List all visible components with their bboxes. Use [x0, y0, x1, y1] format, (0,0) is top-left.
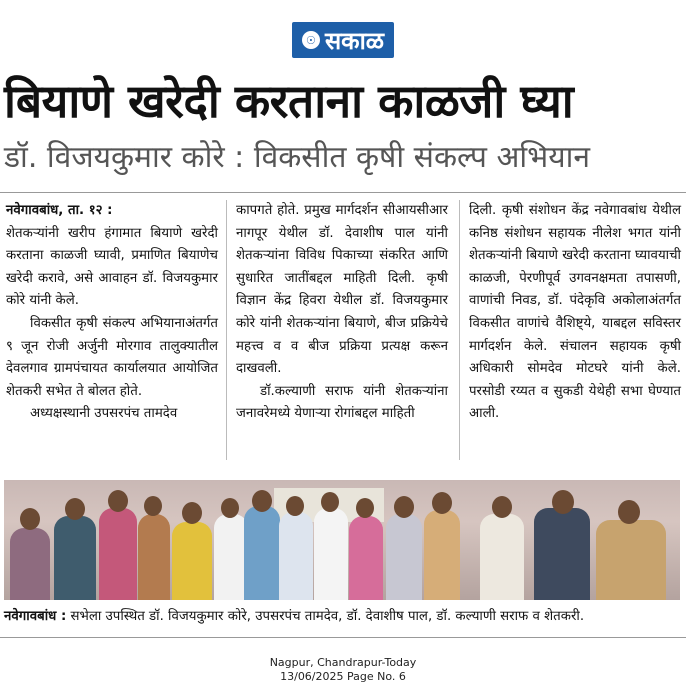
column-divider — [459, 200, 460, 460]
paragraph: कापगते होते. प्रमुख मार्गदर्शन सीआयसीआर नागपूर येथील डॉ. देवाशीष पाल यांनी शेतकऱ्यांना विविध पिकाच्या संकरित आणि सुधारित जातींबद्दल माहिती दिली. कृषी विज्ञान केंद्र हिवरा येथील डॉ. विजयकुमार कोरे यांनी शेतकऱ्यांना बियाणे, बीज प्रक्रियेचे महत्त्व व व बीज प्रक्रिया प्रत्यक्ष करून दाखवली. — [236, 203, 448, 377]
paragraph: दिली. कृषी संशोधन केंद्र नवेगावबांध येथील कनिष्ठ संशोधन सहायक नीलेश भगत यांनी शेतकऱ्यांनी बियाणे खरेदी करताना घ्यावयाची काळजी, पेरणीपूर्व उगवनक्षमता तपासणी, वाणांची निवड, डॉ. पंदेकृवि अकोलाअंतर्गत विकसीत वाणांचे वैशिष्ट्ये, याबद्दल सविस्तर मार्गदर्शन केले. संचालन सहायक कृषी अधिकारी सोमदेव मोटघरे यांनी केले. परसोडी रय्यत व सुकडी येथेही सभा घेण्यात आली. — [469, 203, 681, 422]
paragraph: नवेगावबांध, ता. १२ : शेतकऱ्यांनी खरीप हंगामात बियाणे खरेदी करताना काळजी घ्यावी, प्रमाणित बियाणेच खरेदी करावे, असे आवाहन डॉ. विजयकुमार कोरे यांनी केले. — [6, 203, 218, 309]
dateline: नवेगावबांध, ता. १२ : — [6, 203, 113, 218]
article-column-1 — [6, 200, 218, 426]
paragraph: डॉ.कल्याणी सराफ यांनी शेतकऱ्यांना जनावरेमध्ये येणाऱ्या रोगांबद्दल माहिती — [236, 383, 448, 422]
sakal-emblem-icon: ☉ — [302, 31, 320, 49]
edition-label: Nagpur, Chandrapur-Today — [269, 656, 417, 669]
photo-caption — [4, 607, 682, 627]
sakal-logo — [292, 22, 394, 58]
subheadline: डॉ. विजयकुमार कोरे : विकसीत कृषी संकल्प अभियान — [4, 140, 591, 175]
divider-bottom — [0, 637, 686, 638]
caption-text: सभेला उपस्थित डॉ. विजयकुमार कोरे, उपसरपंच तामदेव, डॉ. देवाशीष पाल, डॉ. कल्याणी सराफ व शेतकरी. — [70, 609, 585, 624]
event-photo — [4, 480, 680, 600]
date-page-label: 13/06/2025 Page No. 6 — [280, 670, 406, 683]
caption-place: नवेगावबांध : — [4, 609, 67, 624]
footer — [0, 656, 686, 684]
column-divider — [226, 200, 227, 460]
paragraph: विकसीत कृषी संकल्प अभियानाअंतर्गत ९ जून रोजी अर्जुनी मोरगाव तालुक्यातील देवलगाव ग्रामपंचायत कार्यालयात आयोजित शेतकरी सभेत ते बोलत होते. — [6, 315, 218, 399]
divider-top — [0, 192, 686, 193]
logo-text: सकाळ — [324, 26, 385, 55]
article-column-2 — [236, 200, 448, 426]
article-column-3 — [469, 200, 681, 426]
headline: बियाणे खरेदी करताना काळजी घ्या — [4, 74, 574, 128]
paragraph: अध्यक्षस्थानी उपसरपंच तामदेव — [30, 406, 178, 422]
